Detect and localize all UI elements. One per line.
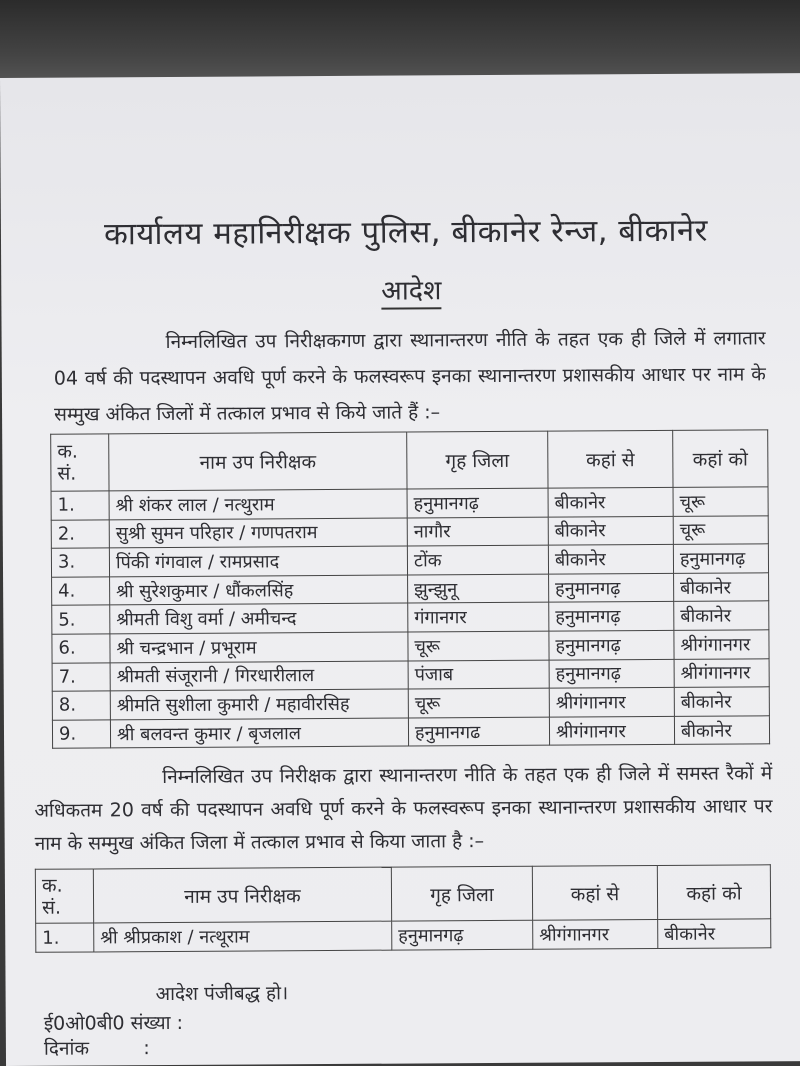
cell-from: हनुमानगढ़ <box>549 630 674 659</box>
cell-home-district: चूरू <box>408 688 549 717</box>
table-row <box>51 487 768 520</box>
cell-from: श्रीगंगानगर <box>549 688 674 717</box>
header-serial <box>51 434 109 491</box>
order-heading <box>1 268 800 310</box>
cell-home-district: नागौर <box>407 517 548 546</box>
cell-from: श्रीगंगानगर <box>549 716 674 745</box>
cell-to: बीकानेर <box>674 601 769 630</box>
transfer-table-1 <box>50 429 770 749</box>
cell-name: श्रीमती संजूरानी / गिरधारीलाल <box>110 661 408 691</box>
cell-name: श्रीमति सुशीला कुमारी / महावीरसिह <box>110 689 408 719</box>
header-name: नाम उप निरीक्षक <box>109 432 407 491</box>
cell-name: पिंकी गंगवाल / रामप्रसाद <box>109 546 407 576</box>
cell-to: बीकानेर <box>674 716 769 745</box>
table-row <box>52 573 769 606</box>
header-from: कहां से <box>548 430 673 488</box>
cell-serial: 8. <box>52 691 110 720</box>
cell-serial: 4. <box>52 577 110 606</box>
table-header-row <box>51 430 768 491</box>
table-row <box>36 919 771 952</box>
transfer-table-2 <box>35 864 771 952</box>
cell-home-district: पंजाब <box>408 660 549 689</box>
paragraph-2: निम्नलिखित उप निरीक्षक द्वारा स्थानान्तरण नीति के तहत एक ही जिले में समस्त रैकों में अधिकतम 20 वर्ष की पदस्थापन अवधि पूर्ण करने के फलस्वरूप इनका स्थानान्तरण प्रशासकीय आधार पर नाम के सम्मुख अंकित जिला में तत्काल प्रभाव से किया जाता है :– <box>34 762 773 855</box>
table-row <box>52 630 769 663</box>
cell-home-district: चूरू <box>408 631 549 660</box>
header-serial-line2: सं. <box>57 462 77 485</box>
cell-to: श्रीगंगानगर <box>674 630 769 659</box>
cell-name: श्री शंकर लाल / नत्थुराम <box>109 489 407 519</box>
cell-from: बीकानेर <box>548 487 673 516</box>
cell-from: श्रीगंगानगर <box>533 919 658 949</box>
table-row <box>52 716 769 749</box>
table-row <box>52 687 769 720</box>
cell-serial: 7. <box>52 662 110 691</box>
table-row <box>52 658 769 691</box>
cell-to: चूरू <box>673 487 768 516</box>
office-title: कार्यालय महानिरीक्षक पुलिस, बीकानेर रेन्ज, बीकानेर <box>103 212 708 253</box>
cell-serial: 9. <box>52 720 110 749</box>
cell-home-district: झुन्झुनू <box>408 574 549 603</box>
header-serial-line1: क. <box>41 874 63 897</box>
cell-from: हनुमानगढ़ <box>549 573 674 602</box>
cell-name: श्री सुरेशकुमार / धौंकलसिंह <box>110 575 408 605</box>
cell-home-district: टोंक <box>407 545 548 574</box>
header-name: नाम उप निरीक्षक <box>93 867 391 923</box>
date-line: दिनांक : <box>43 1037 150 1060</box>
cell-to: बीकानेर <box>674 573 769 602</box>
cell-serial: 2. <box>51 519 109 548</box>
table-row <box>52 601 769 634</box>
cell-serial: 5. <box>52 605 110 634</box>
header-from: कहां से <box>532 865 657 920</box>
header-to: कहां को <box>673 430 768 488</box>
table-row <box>51 515 768 548</box>
header-serial-line2: सं. <box>41 896 62 919</box>
table-row <box>51 544 768 577</box>
header-home-district: गृह जिला <box>391 866 532 921</box>
cell-to: बीकानेर <box>674 687 769 716</box>
cell-to: श्रीगंगानगर <box>674 658 769 687</box>
cell-home-district: हनुमानगढ़ <box>407 488 548 517</box>
eob-number-line: ई0ओ0बी0 संख्या : <box>43 1011 184 1035</box>
header-home-district: गृह जिला <box>407 431 548 489</box>
header-serial <box>35 869 93 923</box>
document-page <box>0 73 800 1066</box>
header-serial-line1: क. <box>57 440 78 463</box>
cell-home-district: गंगानगर <box>408 603 549 632</box>
cell-serial: 6. <box>52 634 110 663</box>
order-registered-line: आदेश पंजीबद्ध हो। <box>155 982 289 1006</box>
cell-to: बीकानेर <box>658 919 771 949</box>
cell-from: बीकानेर <box>548 545 673 574</box>
cell-from: हनुमानगढ़ <box>549 602 674 631</box>
cell-serial: 1. <box>51 491 109 520</box>
paragraph-1: निम्नलिखित उप निरीक्षकगण द्वारा स्थानान्तरण नीति के तहत एक ही जिले में लगातार 04 वर्ष की पदस्थापन अवधि पूर्ण करने के फलस्वरूप इनका स्थानान्तरण प्रशासकीय आधार पर नाम के सम्मुख अंकित जिलों में तत्काल प्रभाव से किये जाते हैं :– <box>53 327 766 426</box>
cell-name: श्री चन्द्रभान / प्रभूराम <box>110 632 408 662</box>
cell-from: बीकानेर <box>548 516 673 545</box>
cell-home-district: हनुमानगढ़ <box>392 920 533 950</box>
cell-name: श्री बलवन्त कुमार / बृजलाल <box>110 718 408 748</box>
cell-to: हनुमानगढ़ <box>673 544 768 573</box>
cell-name: सुश्री सुमन परिहार / गणपतराम <box>109 518 407 548</box>
table-header-row <box>35 865 770 923</box>
cell-to: चूरू <box>673 515 768 544</box>
header-to: कहां को <box>657 865 770 920</box>
cell-home-district: हनुमानगढ <box>408 717 549 746</box>
cell-from: हनुमानगढ़ <box>549 659 674 688</box>
cell-serial: 1. <box>36 923 94 952</box>
order-heading-text: आदेश <box>381 275 442 309</box>
cell-name: श्रीमती विशु वर्मा / अमीचन्द <box>110 603 408 633</box>
cell-name: श्री श्रीप्रकाश / नत्थूराम <box>94 921 392 952</box>
cell-serial: 3. <box>51 548 109 577</box>
